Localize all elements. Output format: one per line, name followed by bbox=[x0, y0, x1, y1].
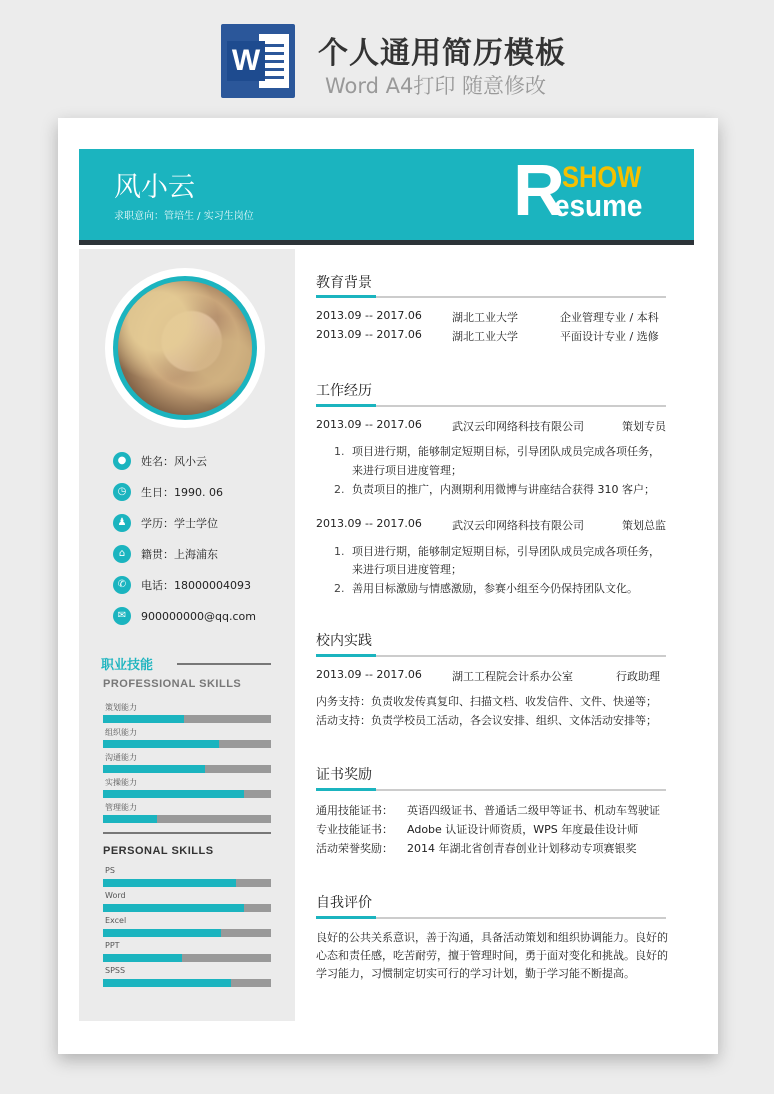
mail-icon: ✉ bbox=[113, 607, 131, 625]
skill-label: SPSS bbox=[105, 966, 126, 975]
skill-bar bbox=[103, 954, 271, 962]
job-item: 2. 善用目标激励与情感激励，参赛小组至今仍保持团队文化。 bbox=[334, 582, 638, 595]
job-item: 1. 项目进行期，能够制定短期目标，引导团队成员完成各项任务， bbox=[334, 445, 660, 458]
sidebar bbox=[79, 249, 295, 1021]
skills-title-rule bbox=[177, 663, 271, 665]
section-underline bbox=[316, 296, 666, 298]
skill-label: Excel bbox=[105, 916, 127, 925]
campus-line: 内务支持：负责收发传真复印、扫描文档、收发信件、文件、快递等； bbox=[316, 695, 657, 708]
work-title: 工作经历 bbox=[316, 383, 372, 399]
candidate-name: 风小云 bbox=[114, 172, 195, 203]
skill-label: 沟通能力 bbox=[105, 753, 137, 762]
skill-bar bbox=[103, 740, 271, 748]
user-icon: ● bbox=[113, 452, 131, 470]
self-title: 自我评价 bbox=[316, 895, 372, 911]
word-letter: W bbox=[227, 41, 265, 81]
info-education: ♟ 学历：学士学位 bbox=[113, 513, 218, 533]
job-item: 1. 项目进行期，能够制定短期目标，引导团队成员完成各项任务， bbox=[334, 545, 660, 558]
skill-label: 策划能力 bbox=[105, 703, 137, 712]
graduate-icon: ♟ bbox=[113, 514, 131, 532]
skill-bar bbox=[103, 815, 271, 823]
word-icon bbox=[221, 24, 295, 98]
job-item: 2. 负责项目的推广，内测期利用微博与讲座结合获得 310 客户； bbox=[334, 483, 655, 496]
skill-bar bbox=[103, 904, 271, 912]
job-item-cont: 来进行项目进度管理； bbox=[352, 464, 462, 477]
resume-logo-r: R bbox=[513, 151, 565, 231]
section-underline bbox=[316, 405, 666, 407]
skill-label: Word bbox=[105, 891, 126, 900]
skills-divider bbox=[103, 832, 271, 834]
job-intent: 求职意向：管培生 / 实习生岗位 bbox=[114, 211, 254, 222]
skill-label: 实操能力 bbox=[105, 778, 137, 787]
pro-skills-title: PROFESSIONAL SKILLS bbox=[103, 678, 242, 690]
section-underline bbox=[316, 789, 666, 791]
personal-skills-title: PERSONAL SKILLS bbox=[103, 845, 214, 857]
resume-logo-esume: esume bbox=[554, 188, 643, 223]
phone-icon: ✆ bbox=[113, 576, 131, 594]
banner-subtitle: Word A4打印 随意修改 bbox=[325, 74, 547, 98]
info-email: ✉ 900000000@qq.com bbox=[113, 606, 256, 626]
skill-bar bbox=[103, 879, 271, 887]
skill-label: 组织能力 bbox=[105, 728, 137, 737]
info-name: ● 姓名：风小云 bbox=[113, 451, 207, 471]
skill-bar bbox=[103, 979, 271, 987]
skill-bar bbox=[103, 929, 271, 937]
clock-icon: ◷ bbox=[113, 483, 131, 501]
campus-title: 校内实践 bbox=[316, 633, 372, 649]
skill-label: PPT bbox=[105, 941, 120, 950]
avatar bbox=[118, 281, 252, 415]
section-underline bbox=[316, 917, 666, 919]
top-banner bbox=[0, 0, 774, 112]
job-item-cont: 来进行项目进度管理； bbox=[352, 563, 462, 576]
info-birthday: ◷ 生日：1990. 06 bbox=[113, 482, 223, 502]
education-title: 教育背景 bbox=[316, 275, 372, 291]
section-underline bbox=[316, 655, 666, 657]
info-hometown: ⌂ 籍贯：上海浦东 bbox=[113, 544, 218, 564]
resume-header bbox=[79, 149, 694, 245]
skill-label: PS bbox=[105, 866, 115, 875]
certs-title: 证书奖励 bbox=[316, 767, 372, 783]
home-icon: ⌂ bbox=[113, 545, 131, 563]
skill-bar bbox=[103, 765, 271, 773]
resume-logo-show: SHOW bbox=[562, 161, 642, 194]
campus-line: 活动支持：负责学校员工活动，各会议安排、组织、文体活动安排等； bbox=[316, 714, 657, 727]
skill-bar bbox=[103, 715, 271, 723]
skills-title: 职业技能 bbox=[101, 658, 154, 673]
skill-bar bbox=[103, 790, 271, 798]
resume-page: 风小云 求职意向：管培生 / 实习生岗位 R SHOW esume ● 姓名：风小云 ◷ 生日：1990. 06 ♟ 学历：学士学位 ⌂ 籍贯：上海浦东 ✆ 电话：18000004093 ✉ 900000000@qq.com 职业技能 PROFESSIONAL SKILLS 策划能力 组织能力 沟通能力 实操能力 管理能力 PERSONAL SKILLS PS Word Excel PPT SPSS 教育背景 2013.09 -- 2017.06 湖北工业大学 企业管理专业 / 本科 2013.09 -- 2017.06 湖北工业大学 平面设计专业 / 选修 工作经历 2013.09 -- 2017.06 武汉云印网络科技有限公司 策划专员 1. 项目进行期，能够制定短期目标，引导团队成员完成各项任务， 来进行项目进度管理； 2. 负责项目的推广，内测期利用微博与讲座结合获得 310 客户； 2013.09 -- 2017.06 武汉云印网络科技有限公司 策划总监 1. 项目进行期，能够制定短期目标，引导团队成员完成各项任务， 来进行项目进度管理； 2. 善用目标激励与情感激励，参赛小组至今仍保持团队文化。 校内实践 2013.09 -- 2017.06 湖工工程院会计系办公室 行政助理 内务支持：负责收发传真复印、扫描文档、收发信件、文件、快递等； 活动支持：负责学校员工活动，各会议安排、组织、文体活动安排等； 证书奖励 通用技能证书： 英语四级证书、普通话二级甲等证书、机动车驾驶证 专业技能证书： Adobe 认证设计师资质，WPS 年度最佳设计师 活动荣誉奖励： 2014 年湖北省创青春创业计划移动专项赛银奖 自我评价 良好的公共关系意识，善于沟通，具备活动策划和组织协调能力。良好的心态和责任感，吃苦耐劳，擅于管理时间，勇于面对变化和挑战。良好的学习能力，习惯制定切实可行的学习计划，勤于学习能不断提高。 bbox=[58, 118, 718, 1054]
avatar-frame bbox=[105, 268, 265, 428]
banner-title: 个人通用简历模板 bbox=[318, 36, 566, 71]
skill-label: 管理能力 bbox=[105, 803, 137, 812]
info-phone: ✆ 电话：18000004093 bbox=[113, 575, 251, 595]
self-evaluation: 良好的公共关系意识，善于沟通，具备活动策划和组织协调能力。良好的心态和责任感，吃苦耐劳，擅于管理时间，勇于面对变化和挑战。良好的学习能力，习惯制定切实可行的学习计划，勤于学习能不断提高。 bbox=[316, 931, 668, 980]
